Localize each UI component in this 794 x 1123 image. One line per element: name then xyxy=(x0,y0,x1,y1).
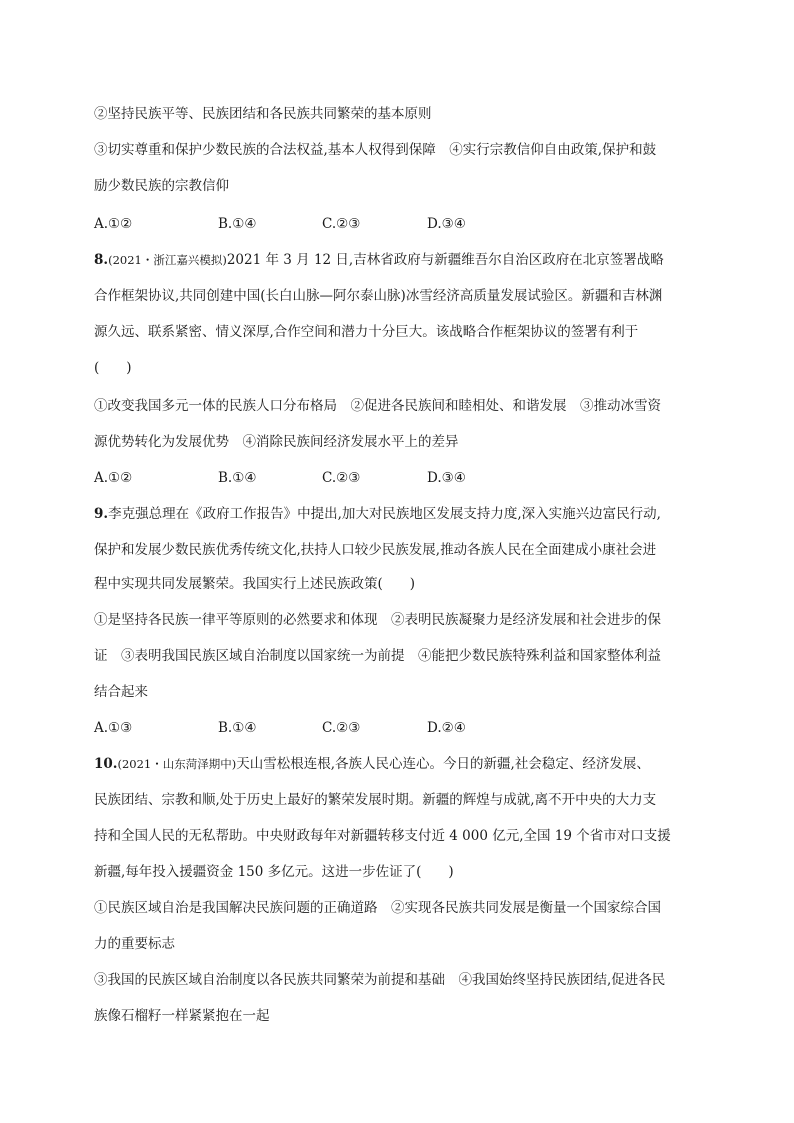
q8-answer-blank: ( ) xyxy=(94,360,132,376)
q8-option-c: C.②③ xyxy=(322,470,361,486)
q8-stem-text: 2021 年 3 月 12 日,吉林省政府与新疆维吾尔自治区政府在北京签署战略 xyxy=(226,252,664,268)
q8-stem-line3: 源久远、联系紧密、情义深厚,合作空间和潜力十分巨大。该战略合作框架协议的签署有利于 xyxy=(94,324,639,340)
q10-stem-line4: 新疆,每年投入援疆资金 150 多亿元。这进一步佐证了( ) xyxy=(94,864,454,880)
q10-source: (2021・山东菏泽期中) xyxy=(117,757,237,771)
q10-stem-line1 xyxy=(94,754,650,774)
q9-stem-line2: 保护和发展少数民族优秀传统文化,扶持人口较少民族发展,推动各族人民在全面建成小康社会进 xyxy=(94,542,657,558)
q8-stem-line1 xyxy=(94,250,664,270)
q9-option-d: D.②④ xyxy=(427,720,466,736)
q10-items-line4: 族像石榴籽一样紧紧抱在一起 xyxy=(94,1008,270,1024)
q9-items-line1: ①是坚持各民族一律平等原则的必然要求和体现 ②表明民族凝聚力是经济发展和社会进步的保 xyxy=(94,612,661,628)
q9-items-line3: 结合起来 xyxy=(94,684,148,700)
q8-items-line1: ①改变我国多元一体的民族人口分布格局 ②促进各民族间和睦相处、和谐发展 ③推动冰雪资 xyxy=(94,398,661,414)
q8-option-b: B.①④ xyxy=(218,470,257,486)
q9-stem-text: 李克强总理在《政府工作报告》中提出,加大对民族地区发展支持力度,深入实施兴边富民行动, xyxy=(108,506,661,522)
q9-items-line2: 证 ③表明我国民族区域自治制度以国家统一为前提 ④能把少数民族特殊利益和国家整体利益 xyxy=(94,648,661,664)
q8-stem-line2: 合作框架协议,共同创建中国(长白山脉—阿尔泰山脉)冰雪经济高质量发展试验区。新疆和吉林渊 xyxy=(94,288,663,304)
q10-items-line3: ③我国的民族区域自治制度以各民族共同繁荣为前提和基础 ④我国始终坚持民族团结,促进各民 xyxy=(94,972,666,988)
q7-option-d: D.③④ xyxy=(427,216,466,232)
q7-items-3-4-line1: ③切实尊重和保护少数民族的合法权益,基本人权得到保障 ④实行宗教信仰自由政策,保护和鼓 xyxy=(94,142,657,158)
q10-stem-line2: 民族团结、宗教和顺,处于历史上最好的繁荣发展时期。新疆的辉煌与成就,离不开中央的大力支 xyxy=(94,792,657,808)
q10-number: 10. xyxy=(94,756,118,772)
q7-option-b: B.①④ xyxy=(218,216,257,232)
q8-option-a: A.①② xyxy=(94,470,133,486)
q7-item-2: ②坚持民族平等、民族团结和各民族共同繁荣的基本原则 xyxy=(94,106,432,122)
q10-items-line2: 力的重要标志 xyxy=(94,936,175,952)
q10-stem-line3: 持和全国人民的无私帮助。中央财政每年对新疆转移支付近 4 000 亿元,全国 19 个省市对口支援 xyxy=(94,828,671,844)
q9-option-b: B.①④ xyxy=(218,720,257,736)
q8-option-d: D.③④ xyxy=(427,470,466,486)
q8-items-line2: 源优势转化为发展优势 ④消除民族间经济发展水平上的差异 xyxy=(94,434,459,450)
q9-number: 9. xyxy=(94,506,109,522)
q10-items-line1: ①民族区域自治是我国解决民族问题的正确道路 ②实现各民族共同发展是衡量一个国家综合国 xyxy=(94,900,661,916)
q9-option-c: C.②③ xyxy=(322,720,361,736)
q7-option-c: C.②③ xyxy=(322,216,361,232)
q7-items-3-4-line2: 励少数民族的宗教信仰 xyxy=(94,178,229,194)
q9-option-a: A.①③ xyxy=(94,720,133,736)
q9-stem-line3: 程中实现共同发展繁荣。我国实行上述民族政策( ) xyxy=(94,576,416,592)
q7-option-a: A.①② xyxy=(94,216,133,232)
q8-source: (2021・浙江嘉兴模拟) xyxy=(108,253,227,267)
q9-stem-line1 xyxy=(94,504,661,524)
q8-number: 8. xyxy=(94,252,109,268)
q10-stem-text: 天山雪松根连根,各族人民心连心。今日的新疆,社会稳定、经济发展、 xyxy=(236,756,650,772)
